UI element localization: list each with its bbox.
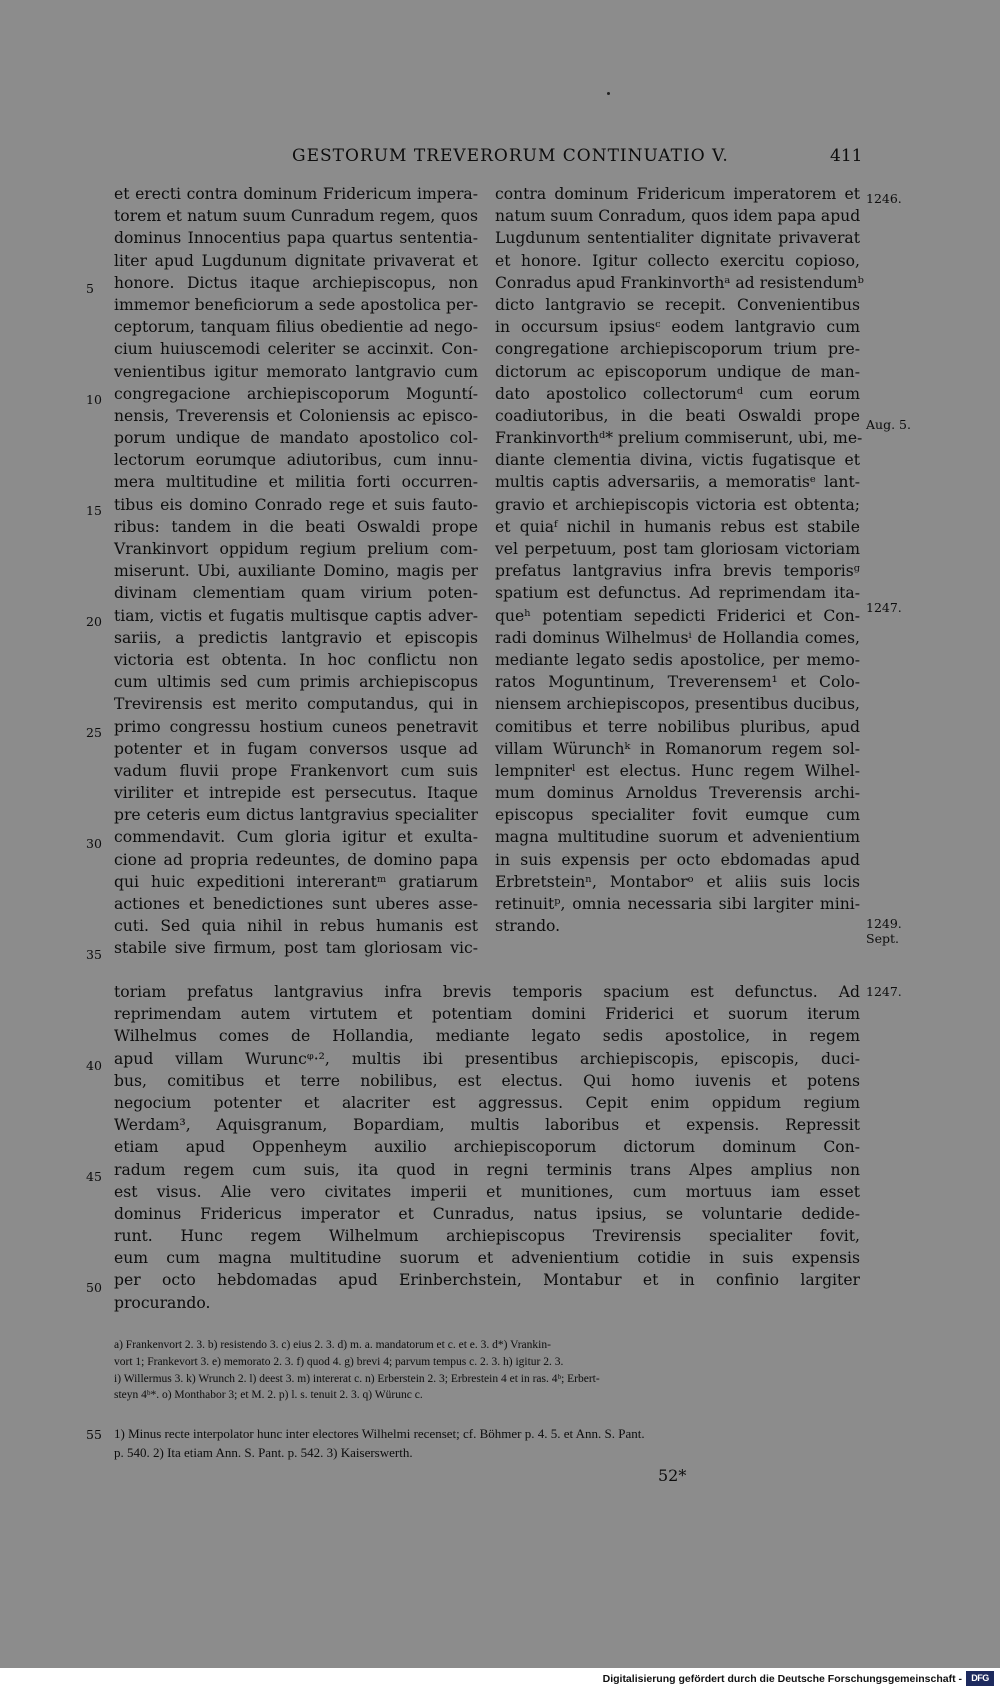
- line-number: 55: [86, 1427, 102, 1442]
- folio-signature: 52*: [658, 1466, 687, 1485]
- text-line: ceptorum, tanquam filius obedientie ad nego-: [114, 318, 478, 337]
- line-number: 45: [86, 1169, 102, 1184]
- apparatus-line: a) Frankenvort 2. 3. b) resistendo 3. c) eius 2. 3. d) m. a. mandatorum et c. et e. 3. d*) Vrankin-: [114, 1339, 551, 1351]
- text-line: cium huiuscemodi celeriter se accinxit. Con-: [114, 340, 478, 359]
- text-line: Trevirensis est merito computandus, qui in: [114, 695, 478, 714]
- line-number: 15: [86, 503, 102, 518]
- text-line: mum dominus Arnoldus Treverensis archi-: [495, 784, 860, 803]
- text-line: lectorum eorumque adiutoribus, cum innu-: [114, 451, 478, 470]
- text-line: Erbretsteinⁿ, Montaborᵒ et aliis suis locis: [495, 872, 860, 891]
- margin-date: Aug. 5.: [866, 417, 911, 432]
- text-line: nensis, Treverensis et Coloniensis ac episco-: [114, 406, 478, 425]
- digitization-footer: [0, 1668, 1000, 1692]
- text-line: in suis expensis per octo ebdomadas apud: [495, 850, 860, 869]
- text-line: natum suum Conradum, quos idem papa apud: [495, 207, 861, 226]
- text-line: primo congressu hostium cuneos penetravit: [114, 717, 478, 736]
- text-line: venientibus igitur memorato lantgravio cum: [114, 362, 478, 381]
- text-line: vadum fluvii prope Frankenvort cum suis: [114, 761, 478, 780]
- text-line: et honore. Igitur collecto exercitu copioso,: [495, 251, 860, 270]
- text-line: diante clementia divina, victis fugatisque et: [495, 451, 860, 470]
- text-line: ratos Moguntinum, Treverensem¹ et Colo-: [495, 673, 860, 692]
- text-line: dominus Fridericus imperator et Cunradus, natus ipsius, se voluntarie dedide-: [114, 1204, 860, 1223]
- text-line: sariis, a predictis lantgravio et episcopis: [114, 628, 478, 647]
- line-number: 10: [86, 392, 102, 407]
- text-line: magna multitudine suorum et advenientium: [495, 828, 860, 847]
- page-number: 411: [830, 146, 863, 166]
- text-line: stabile sive firmum, post tam gloriosam vic-: [114, 939, 478, 958]
- text-line: queʰ potentiam sepedicti Friderici et Con-: [495, 606, 860, 625]
- line-number: 35: [86, 947, 102, 962]
- text-line: lempniterˡ est electus. Hunc regem Wilhel-: [495, 761, 860, 780]
- text-line: congregacione archiepiscoporum Moguntí-: [114, 384, 478, 403]
- text-line: potenter et in fugam conversos usque ad: [114, 739, 478, 758]
- text-line: vel perpetuum, post tam gloriosam victoriam: [495, 540, 860, 558]
- text-line: runt. Hunc regem Wilhelmum archiepiscopus Trevirensis specialiter fovit,: [114, 1227, 860, 1246]
- text-line: viriliter et intrepide est persecutus. Itaque: [114, 784, 478, 803]
- full-width-text: [114, 981, 860, 1314]
- text-line: niensem archiepiscopos, presentibus ducibus,: [495, 695, 860, 714]
- line-number: 25: [86, 725, 102, 740]
- margin-date: 1246.: [866, 191, 902, 206]
- text-line: victoria est obtenta. In hoc conflictu non: [114, 650, 478, 669]
- text-line: in occursum ipsiusᶜ eodem lantgravio cum: [495, 318, 860, 337]
- text-line: dominus Innocentius papa quartus sententia-: [114, 229, 478, 248]
- text-line: prefatus lantgravius infra brevis temporisᵍ: [495, 562, 860, 581]
- text-line: Vrankinvort oppidum regium prelium com-: [114, 540, 478, 558]
- text-line: et quiaᶠ nichil in humanis rebus est stabile: [495, 517, 860, 536]
- text-line: multis captis adversariis, a memoratisᵉ lant-: [495, 473, 860, 492]
- text-line: dato apostolico collectorumᵈ cum eorum: [495, 384, 860, 403]
- text-line: liter apud Lugdunum dignitate privaverat et: [114, 251, 478, 270]
- text-line: Werdam³, Aquisgranum, Bopardiam, multis laboribus et expensis. Repressit: [114, 1116, 860, 1135]
- line-number: 40: [86, 1058, 102, 1073]
- footnote-line: 1) Minus recte interpolator hunc inter electores Wilhelmi recenset; cf. Böhmer p. 4. 5. et Ann. S. Pant.: [114, 1426, 645, 1441]
- line-number: 30: [86, 836, 102, 851]
- text-line: apud villam Wuruncᵠ·², multis ibi presentibus archiepiscopis, episcopis, duci-: [114, 1049, 860, 1068]
- margin-date: 1249.: [866, 916, 902, 931]
- text-line: bus, comitibus et terre nobilibus, est electus. Qui homo iuvenis et potens: [114, 1071, 860, 1090]
- line-number: 5: [86, 281, 94, 296]
- text-line: coadiutoribus, in die beati Oswaldi prope: [495, 406, 860, 425]
- text-line: radi dominus Wilhelmusⁱ de Hollandia comes,: [495, 628, 860, 647]
- text-line: procurando.: [114, 1293, 211, 1312]
- text-line: pre ceteris eum dictus lantgravius specialiter: [114, 806, 478, 825]
- text-line: contra dominum Fridericum imperatorem et: [495, 185, 860, 203]
- text-line: episcopus specialiter fovit eumque cum: [495, 806, 860, 825]
- text-line: tiam, victis et fugatis multisque captis adver-: [114, 606, 478, 625]
- text-line: Lugdunum sententialiter dignitate privaverat: [495, 229, 860, 248]
- text-line: tibus eis domino Conrado rege et suis fauto-: [114, 495, 478, 514]
- left-column: [114, 183, 478, 960]
- text-line: dicto lantgravio se recepit. Convenientibus: [495, 295, 860, 314]
- text-line: dictorum ac episcoporum undique de man-: [495, 362, 860, 381]
- text-line: mediante legato sedis apostolice, per memo-: [495, 650, 860, 669]
- text-line: porum undique de mandato apostolico col-: [114, 429, 478, 448]
- footer-credit: Digitalisierung gefördert durch die Deutsche Forschungsgemeinschaft -: [602, 1673, 962, 1685]
- margin-date: Sept.: [866, 931, 899, 946]
- text-line: divinam clementiam quam virium poten-: [114, 584, 478, 603]
- line-number: 50: [86, 1280, 102, 1295]
- text-line: congregatione archiepiscoporum trium pre-: [495, 340, 860, 359]
- text-line: actiones et benedictiones sunt uberes asse-: [114, 895, 478, 913]
- text-line: commendavit. Cum gloria igitur et exulta-: [114, 828, 478, 847]
- text-line: est visus. Alie vero civitates imperii et munitiones, cum mortuus iam esset: [114, 1182, 860, 1201]
- text-line: Wilhelmus comes de Hollandia, mediante legato sedis apostolice, in regem: [114, 1027, 860, 1046]
- text-line: eum cum magna multitudine suorum et advenientium cotidie in suis expensis: [114, 1249, 860, 1268]
- dfg-logo: DFG: [966, 1671, 994, 1686]
- running-head: [0, 146, 1000, 170]
- apparatus-line: vort 1; Frankevort 3. e) memorato 2. 3. f) quod 4. g) brevi 4; parvum tempus c. 2. 3. h) igitur 2. 3.: [114, 1355, 564, 1368]
- apparatus-line: steyn 4ᵇ*. o) Monthabor 3; et M. 2. p) l. s. tenuit 2. 3. q) Würunc c.: [114, 1389, 423, 1402]
- text-line: cuti. Sed quia nihil in rebus humanis est: [114, 917, 478, 936]
- margin-date: 1247.: [866, 600, 902, 615]
- text-line: strando.: [495, 917, 561, 936]
- running-head-title: GESTORUM TREVERORUM CONTINUATIO V.: [292, 146, 729, 166]
- text-line: qui huic expeditioni intererantᵐ gratiarum: [114, 872, 478, 891]
- text-line: Conradus apud Frankinvorthᵃ ad resistendumᵇ: [495, 273, 864, 292]
- footnote-line: p. 540. 2) Ita etiam Ann. S. Pant. p. 542. 3) Kaiserswerth.: [114, 1445, 413, 1460]
- text-line: cione ad propria redeuntes, de domino papa: [114, 850, 478, 869]
- margin-date: 1247.: [866, 984, 902, 999]
- critical-apparatus: [114, 1337, 856, 1404]
- text-line: immemor beneficiorum a sede apostolica per-: [114, 295, 478, 314]
- text-line: ribus: tandem in die beati Oswaldi prope: [114, 517, 478, 536]
- text-line: per octo hebdomadas apud Erinberchstein, Montabur et in confinio largiter: [114, 1271, 860, 1290]
- text-line: cum ultimis sed cum primis archiepiscopus: [114, 673, 478, 692]
- text-line: negocium potenter et alacriter est aggressus. Cepit enim oppidum regium: [114, 1093, 860, 1112]
- text-line: mera multitudine et militia forti occurren-: [114, 473, 478, 492]
- text-line: Frankinvorthᵈ* prelium commiserunt, ubi, me-: [495, 429, 863, 448]
- text-line: honore. Dictus itaque archiepiscopus, non: [114, 273, 478, 292]
- scan-speck: [607, 92, 610, 95]
- text-line: etiam apud Oppenheym auxilio archiepiscoporum dictorum dominum Con-: [114, 1138, 860, 1157]
- text-line: spatium est defunctus. Ad reprimendam ita-: [495, 584, 860, 603]
- text-line: gravio et archiepiscopis victoria est obtenta;: [495, 495, 860, 514]
- footnotes: [114, 1424, 856, 1462]
- text-line: toriam prefatus lantgravius infra brevis temporis spacium est defunctus. Ad: [114, 983, 860, 1001]
- text-line: retinuitᵖ, omnia necessaria sibi largiter mini-: [495, 895, 860, 913]
- line-number: 20: [86, 614, 102, 629]
- text-line: miserunt. Ubi, auxiliante Domino, magis per: [114, 562, 478, 581]
- text-line: et erecti contra dominum Fridericum impera-: [114, 185, 478, 203]
- text-line: radum regem cum suis, ita quod in regni terminis trans Alpes amplius non: [114, 1160, 860, 1179]
- text-line: reprimendam autem virtutem et potentiam domini Friderici et suorum iterum: [114, 1005, 860, 1024]
- text-line: comitibus et terre nobilibus pluribus, apud: [495, 717, 860, 736]
- text-line: torem et natum suum Cunradum regem, quos: [114, 207, 478, 226]
- text-line: villam Würunchᵏ in Romanorum regem sol-: [495, 739, 860, 758]
- apparatus-line: i) Willermus 3. k) Wrunch 2. l) deest 3. m) intererat c. n) Erberstein 2. 3; Erbrestein 4 et in ras. 4ᵇ; Erbert-: [114, 1372, 600, 1385]
- right-column: [495, 183, 864, 937]
